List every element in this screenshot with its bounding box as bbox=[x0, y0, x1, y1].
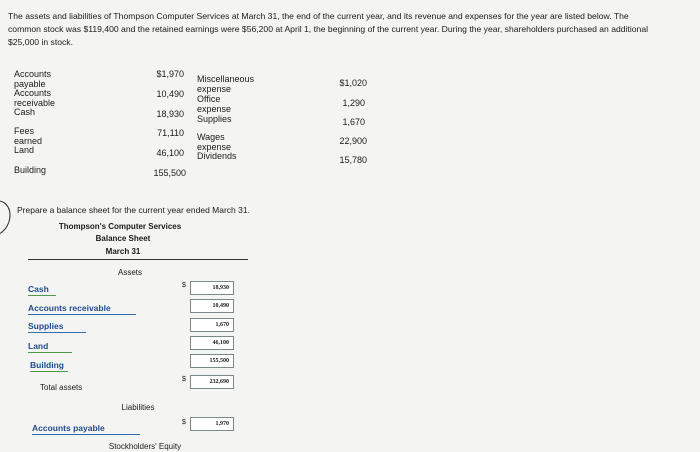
account-name: Supplies bbox=[197, 114, 232, 124]
account-amount: 15,780 bbox=[339, 155, 367, 165]
asset-label-cash[interactable]: Cash bbox=[28, 284, 56, 296]
account-amount: 46,100 bbox=[156, 148, 184, 158]
account-amount: 22,900 bbox=[339, 136, 367, 146]
assets-heading: Assets bbox=[117, 268, 142, 277]
problem-statement bbox=[8, 10, 694, 49]
account-amount: 71,110 bbox=[157, 128, 184, 138]
asset-value-supplies[interactable]: 1,670 bbox=[190, 318, 234, 332]
sheet-title: Balance Sheet bbox=[95, 234, 151, 243]
account-amount: 10,490 bbox=[156, 89, 184, 99]
account-name: Accounts payable bbox=[14, 69, 52, 89]
asset-label-land[interactable]: Land bbox=[28, 341, 72, 353]
account-amount: 1,670 bbox=[342, 117, 365, 127]
company-name: Thompson's Computer Services bbox=[58, 222, 182, 231]
problem-line-2: common stock was $119,400 and the retained earnings were $56,200 at April 1, the beginning of the current year. During the year, shareholders purchased an additional bbox=[8, 24, 649, 34]
account-amount: 18,930 bbox=[156, 109, 184, 119]
asset-label-supplies[interactable]: Supplies bbox=[28, 321, 86, 333]
account-name: Accounts receivable bbox=[14, 88, 56, 108]
equity-heading: Stockholders' Equity bbox=[108, 442, 182, 451]
account-name: Miscellaneous expense bbox=[197, 74, 255, 94]
account-name: Fees earned bbox=[14, 126, 43, 146]
account-amount: 1,290 bbox=[342, 98, 365, 108]
liability-value-accounts-payable[interactable]: 1,970 bbox=[190, 417, 234, 431]
account-amount: 155,500 bbox=[153, 168, 186, 178]
account-amount: $1,020 bbox=[339, 78, 367, 88]
asset-value-receivable[interactable]: 10,490 bbox=[190, 299, 234, 313]
liability-label-accounts-payable[interactable]: Accounts payable bbox=[32, 423, 140, 435]
liabilities-heading: Liabilities bbox=[121, 403, 155, 412]
dollar-sign: $ bbox=[182, 419, 186, 426]
sheet-date: March 31 bbox=[105, 247, 141, 256]
account-name: Land bbox=[14, 145, 35, 155]
account-name: Building bbox=[14, 165, 47, 175]
asset-label-receivable[interactable]: Accounts receivable bbox=[28, 303, 136, 315]
dollar-sign: $ bbox=[182, 376, 186, 383]
problem-line-3: $25,000 in stock. bbox=[8, 37, 73, 47]
account-name: Dividends bbox=[197, 151, 237, 161]
asset-value-cash[interactable]: 18,930 bbox=[190, 281, 234, 295]
account-name: Cash bbox=[14, 107, 36, 117]
expand-arc-icon bbox=[0, 196, 15, 239]
header-divider bbox=[28, 259, 248, 260]
total-assets-value[interactable]: 232,690 bbox=[190, 375, 234, 389]
asset-value-building[interactable]: 155,500 bbox=[190, 354, 234, 368]
asset-label-building[interactable]: Building bbox=[30, 360, 68, 372]
account-name: Wages expense bbox=[197, 132, 232, 152]
total-assets-label: Total assets bbox=[40, 383, 83, 392]
account-name: Office expense bbox=[197, 94, 232, 114]
account-amount: $1,970 bbox=[156, 69, 184, 79]
dollar-sign: $ bbox=[182, 282, 186, 289]
asset-value-land[interactable]: 46,100 bbox=[190, 336, 234, 350]
problem-line-1: The assets and liabilities of Thompson Computer Services at March 31, the end of the current year, and its revenue and expenses for the year are listed below. The bbox=[8, 11, 629, 21]
instruction-text: Prepare a balance sheet for the current year ended March 31. bbox=[17, 205, 250, 215]
